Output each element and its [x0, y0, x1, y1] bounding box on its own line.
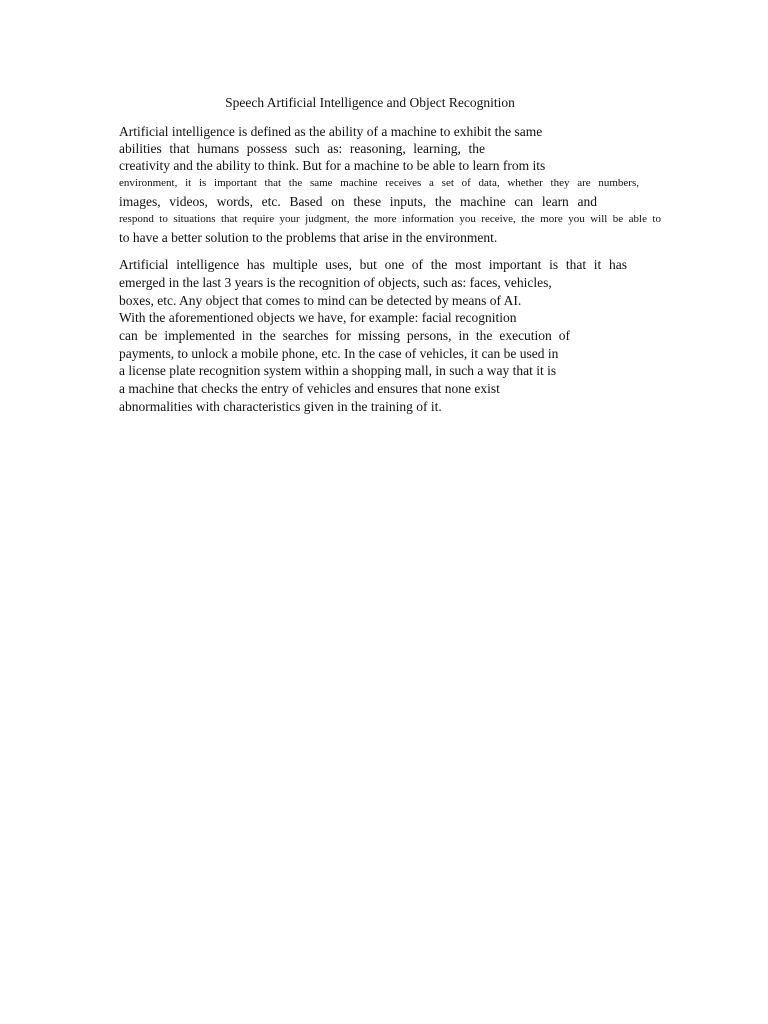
- paragraph-1-line: abilities that humans possess such as: reasoning, learning, the: [119, 141, 485, 156]
- paragraph-2-line: a machine that checks the entry of vehicles and ensures that none exist: [119, 381, 500, 396]
- paragraph-1-line: images, videos, words, etc. Based on these inputs, the machine can learn and: [119, 194, 597, 209]
- paragraph-2-line: can be implemented in the searches for missing persons, in the execution of: [119, 328, 570, 343]
- document-title: Speech Artificial Intelligence and Object Recognition: [225, 95, 515, 110]
- paragraph-1-line: respond to situations that require your judgment, the more information you receive, the more you will be able to: [119, 213, 661, 225]
- paragraph-1-line: environment, it is important that the same machine receives a set of data, whether they are numbers,: [119, 177, 639, 189]
- paragraph-2-line: a license plate recognition system within a shopping mall, in such a way that it is: [119, 363, 557, 378]
- paragraph-2-line: With the aforementioned objects we have, for example: facial recognition: [119, 310, 517, 325]
- paragraph-2-line: Artificial intelligence has multiple uses, but one of the most important is that it has: [119, 257, 627, 272]
- paragraph-1-line: creativity and the ability to think. But for a machine to be able to learn from its: [119, 158, 546, 173]
- paragraph-2-line: boxes, etc. Any object that comes to mind can be detected by means of AI.: [119, 293, 522, 308]
- paragraph-2-line: abnormalities with characteristics given in the training of it.: [119, 399, 442, 414]
- paragraph-2-line: payments, to unlock a mobile phone, etc. In the case of vehicles, it can be used in: [119, 346, 559, 361]
- paragraph-2-line: emerged in the last 3 years is the recognition of objects, such as: faces, vehicles,: [119, 275, 552, 290]
- paragraph-1-line: Artificial intelligence is defined as the ability of a machine to exhibit the same: [119, 124, 543, 139]
- paragraph-1-line: to have a better solution to the problems that arise in the environment.: [119, 230, 498, 245]
